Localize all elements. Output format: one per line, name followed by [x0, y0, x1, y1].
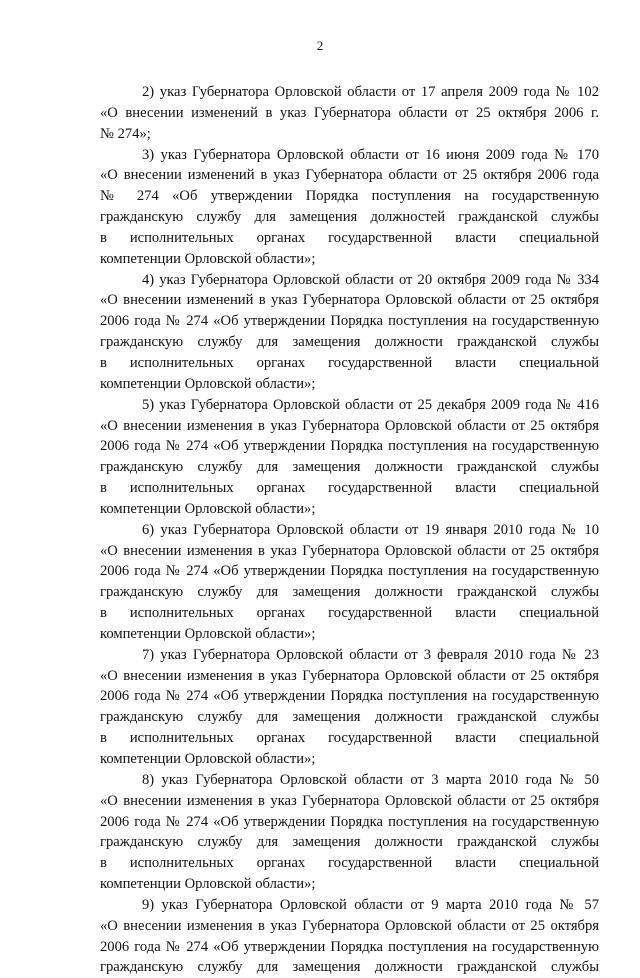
text-line: № 274 «Об утверждении Порядка поступления на государственную: [100, 188, 599, 205]
text-line: компетенции Орловской области»;: [100, 250, 316, 267]
text-line: гражданскую службу для замещения должности гражданской службы: [100, 834, 599, 851]
text-line: «О внесении изменения в указ Губернатора Орловской области от 25 октября: [100, 917, 599, 934]
text-line: в исполнительных органах государственной власти специальной: [100, 354, 599, 371]
text-line: гражданскую службу для замещения должности гражданской службы: [100, 459, 599, 476]
text-line: гражданскую службу для замещения должностей гражданской службы: [100, 209, 599, 226]
text-line: гражданскую службу для замещения должности гражданской службы: [100, 334, 599, 351]
text-line: компетенции Орловской области»;: [100, 625, 316, 642]
text-line: «О внесении изменения в указ Губернатора Орловской области от 25 октября: [100, 417, 599, 434]
list-item-paragraph: [100, 770, 599, 895]
text-line: компетенции Орловской области»;: [100, 500, 316, 517]
text-line: «О внесении изменения в указ Губернатора Орловской области от 25 октября: [100, 542, 599, 559]
text-line: в исполнительных органах государственной власти специальной: [100, 730, 599, 747]
text-line: гражданскую службу для замещения должности гражданской службы: [100, 959, 599, 976]
list-item-paragraph: [100, 82, 599, 145]
text-line: гражданскую службу для замещения должности гражданской службы: [100, 584, 599, 601]
text-line: в исполнительных органах государственной власти специальной: [100, 605, 599, 622]
text-line: 8) указ Губернатора Орловской области от 3 марта 2010 года № 50: [142, 771, 599, 788]
text-line: 2006 года № 274 «Об утверждении Порядка поступления на государственную: [100, 813, 599, 830]
list-item-paragraph: [100, 145, 599, 270]
text-line: «О внесении изменений в указ Губернатора области от 25 октября 2006 г.: [100, 104, 599, 121]
text-line: 2006 года № 274 «Об утверждении Порядка поступления на государственную: [100, 313, 599, 330]
list-item-paragraph: [100, 395, 599, 520]
text-line: 9) указ Губернатора Орловской области от 9 марта 2010 года № 57: [142, 896, 599, 913]
text-line: в исполнительных органах государственной власти специальной: [100, 229, 599, 246]
text-line: компетенции Орловской области»;: [100, 876, 316, 893]
text-line: в исполнительных органах государственной власти специальной: [100, 855, 599, 872]
list-item-paragraph: [100, 645, 599, 770]
document-body: [100, 82, 599, 978]
text-line: 2006 года № 274 «Об утверждении Порядка поступления на государственную: [100, 563, 599, 580]
text-line: компетенции Орловской области»;: [100, 375, 316, 392]
text-line: 2006 года № 274 «Об утверждении Порядка поступления на государственную: [100, 938, 599, 955]
list-item-paragraph: [100, 520, 599, 645]
text-line: 2006 года № 274 «Об утверждении Порядка поступления на государственную: [100, 438, 599, 455]
text-line: компетенции Орловской области»;: [100, 751, 316, 767]
text-line: в исполнительных органах государственной власти специальной: [100, 480, 599, 497]
text-line: 2) указ Губернатора Орловской области от 17 апреля 2009 года № 102: [142, 84, 599, 100]
text-line: 4) указ Губернатора Орловской области от 20 октября 2009 года № 334: [142, 271, 599, 288]
text-line: № 274»;: [100, 125, 151, 142]
text-line: 7) указ Губернатора Орловской области от 3 февраля 2010 года № 23: [142, 646, 599, 663]
list-item-paragraph: [100, 895, 599, 978]
text-line: «О внесении изменений в указ Губернатора Орловской области от 25 октября: [100, 292, 599, 309]
text-line: 2006 года № 274 «Об утверждении Порядка поступления на государственную: [100, 688, 599, 705]
text-line: 6) указ Губернатора Орловской области от 19 января 2010 года № 10: [142, 521, 599, 538]
text-line: «О внесении изменений в указ Губернатора области от 25 октября 2006 года: [100, 167, 599, 184]
text-line: гражданскую службу для замещения должности гражданской службы: [100, 709, 599, 726]
text-line: 5) указ Губернатора Орловской области от 25 декабря 2009 года № 416: [142, 396, 599, 413]
text-line: «О внесении изменения в указ Губернатора Орловской области от 25 октября: [100, 792, 599, 809]
list-item-paragraph: [100, 270, 599, 395]
page-number: 2: [316, 38, 324, 53]
text-line: 3) указ Губернатора Орловской области от 16 июня 2009 года № 170: [142, 146, 599, 163]
text-line: «О внесении изменения в указ Губернатора Орловской области от 25 октября: [100, 667, 599, 684]
